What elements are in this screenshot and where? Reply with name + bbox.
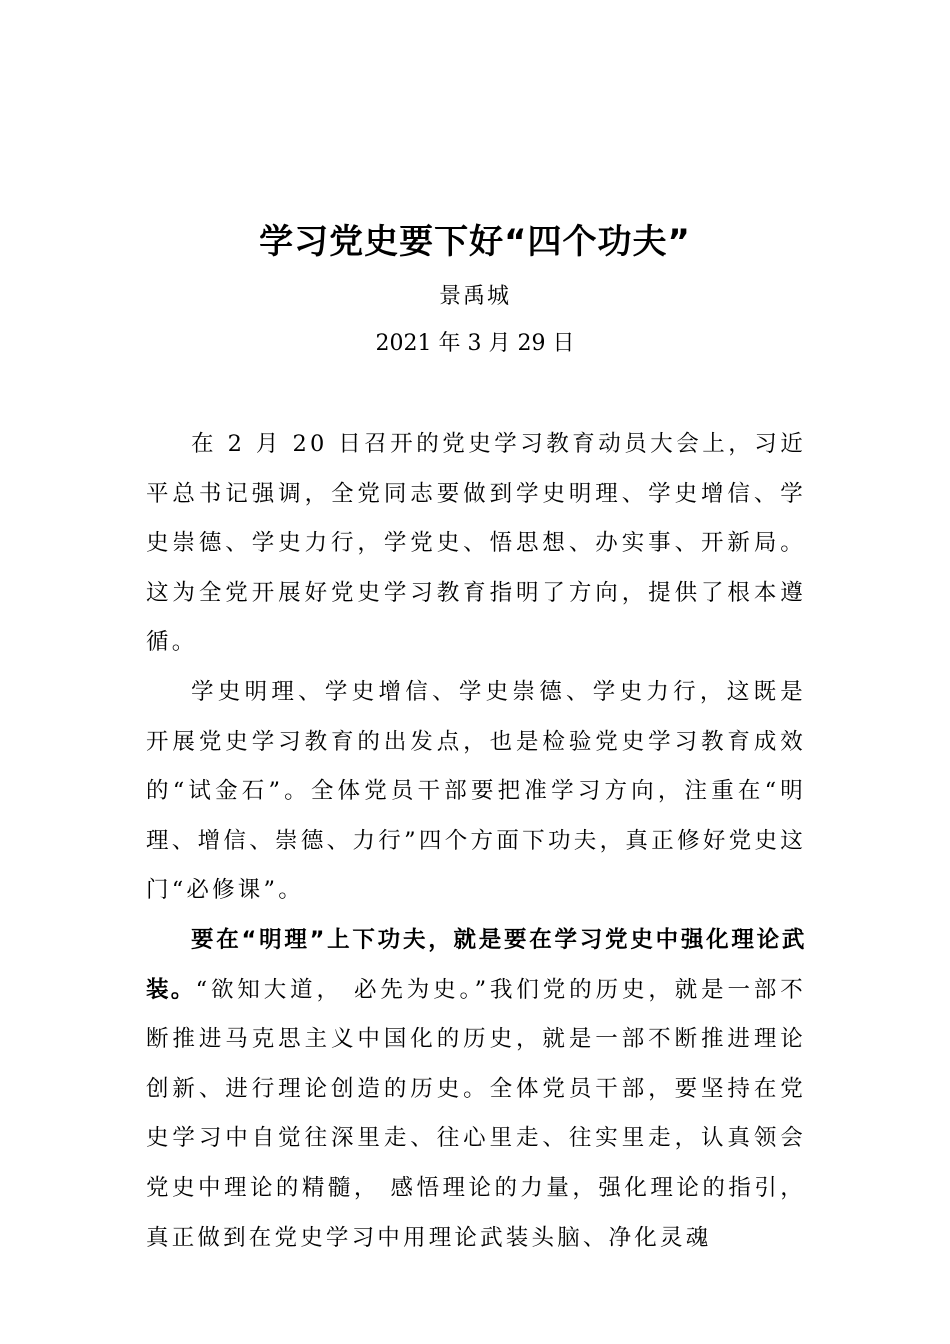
paragraph-text: 在 2 月 20 日召开的党史学习教育动员大会上，习近平总书记强调，全党同志要做到学史明理、学史增信、学史崇德、学史力行，学党史、悟思想、办实事、开新局。这为全党开展好党史学习教育指明了方向，提供了根本遵循。	[146, 431, 806, 656]
paragraph-3	[146, 916, 806, 1263]
document-body	[146, 420, 806, 1263]
document-date: 2021 年 3 月 29 日	[375, 331, 575, 356]
document-author: 景禹城	[438, 284, 511, 309]
paragraph-lead: 要在“明理”上下功夫，就是要在学习党史中强化理论武装。	[146, 926, 806, 1003]
paragraph-1	[146, 420, 806, 668]
paragraph-2	[146, 668, 806, 916]
paragraph-text: “欲知大道， 必先为史。”我们党的历史，就是一部不断推进马克思主义中国化的历史，就是一部不断推进理论创新、进行理论创造的历史。全体党员干部，要坚持在党史学习中自觉往深里走、往心里走、往实里走，认真领会党史中理论的精髓， 感悟理论的力量，强化理论的指引，真正做到在党史学习中用理论武装头脑、净化灵魂	[146, 976, 806, 1251]
paragraph-text: 学史明理、学史增信、学史崇德、学史力行，这既是开展党史学习教育的出发点，也是检验党史学习教育成效的“试金石”。全体党员干部要把准学习方向，注重在“明理、增信、崇德、力行”四个方面下功夫，真正修好党史这门“必修课”。	[146, 678, 806, 904]
document-title: 学习党史要下好“四个功夫”	[259, 222, 691, 262]
